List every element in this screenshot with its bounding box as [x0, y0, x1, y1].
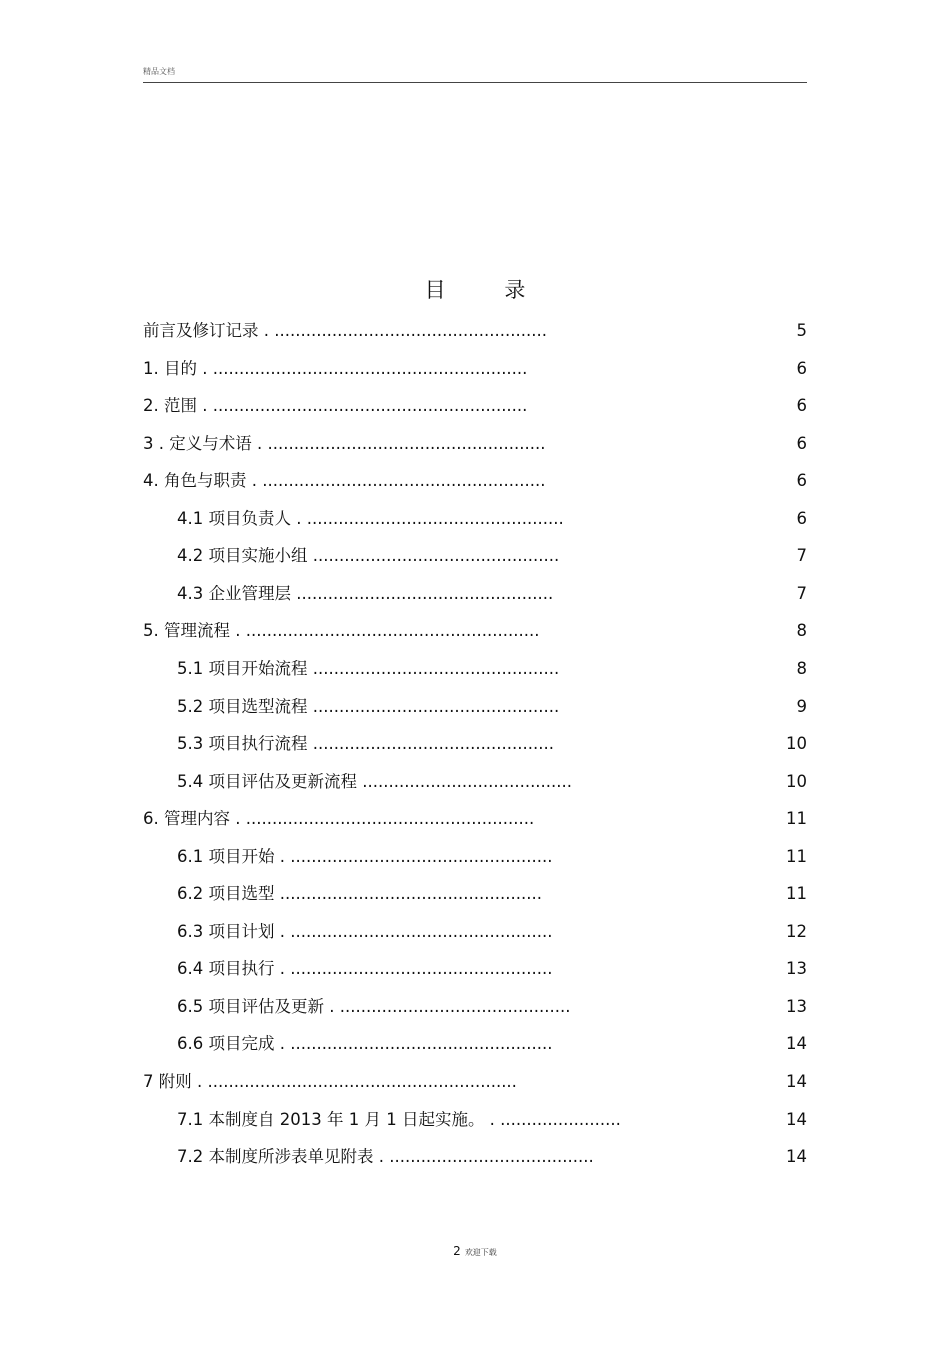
toc-entry-page: 11	[786, 846, 807, 866]
toc-entry[interactable]	[177, 845, 807, 869]
toc-entry-text: 4.3 企业管理层 .................................................	[177, 583, 554, 603]
toc-entry-page: 12	[786, 921, 807, 941]
header-rule	[143, 82, 807, 83]
toc-entry-page: 6	[796, 396, 807, 416]
toc-entry[interactable]	[177, 582, 807, 606]
toc-entry-text: 4. 角色与职责 . ......................................................	[143, 471, 546, 491]
toc-entry-text: 6.4 项目执行 . ..................................................	[177, 959, 553, 979]
toc-entry-text: 7.1 本制度自 2013 年 1 月 1 日起实施。 . .......................	[177, 1109, 621, 1129]
toc-entry-text: 6.5 项目评估及更新 . ............................................	[177, 996, 571, 1016]
toc-entry[interactable]	[177, 1145, 807, 1169]
toc-entry-text: 5.1 项目开始流程 ...............................................	[177, 658, 560, 678]
toc-entry[interactable]	[143, 319, 807, 343]
toc-entry-page: 6	[796, 508, 807, 528]
toc-entry-text: 5. 管理流程 . ........................................................	[143, 621, 540, 641]
toc-entry-text: 7.2 本制度所涉表单见附表 . .......................................	[177, 1147, 594, 1167]
toc-entry[interactable]	[177, 995, 807, 1019]
toc-entry-page: 7	[796, 583, 807, 603]
toc-entry-text: 5.4 项目评估及更新流程 ........................................	[177, 771, 573, 791]
toc-entry-text: 6.6 项目完成 . ..................................................	[177, 1034, 553, 1054]
toc-entry[interactable]	[143, 619, 807, 643]
toc-title: 目 录	[424, 278, 552, 302]
toc-entry-page: 13	[786, 959, 807, 979]
toc-entry[interactable]	[177, 507, 807, 531]
toc-entry-text: 3 . 定义与术语 . .....................................................	[143, 433, 546, 453]
footer-text: 欢迎下载	[464, 1248, 497, 1257]
toc-entry[interactable]	[143, 432, 807, 456]
toc-entry-page: 8	[796, 621, 807, 641]
toc-entry[interactable]	[143, 394, 807, 418]
toc-entry-text: 5.3 项目执行流程 ..............................................	[177, 734, 554, 754]
toc-entry-page: 8	[796, 658, 807, 678]
toc-entry-text: 7 附则 . ...........................................................	[143, 1072, 517, 1091]
toc-entry[interactable]	[177, 695, 807, 719]
toc-entry-page: 11	[786, 809, 807, 829]
toc-entry-page: 6	[796, 433, 807, 453]
toc-entry-page: 6	[796, 358, 807, 378]
toc-entry-text: 6. 管理内容 . .......................................................	[143, 809, 535, 829]
toc-entry[interactable]	[143, 357, 807, 381]
toc-entry-page: 9	[796, 696, 807, 716]
toc-entry-page: 7	[796, 546, 807, 566]
toc-entry[interactable]	[177, 1108, 807, 1132]
toc-entry-text: 前言及修订记录 . ....................................................	[143, 321, 547, 340]
toc-entry[interactable]	[177, 544, 807, 568]
toc-entry-page: 11	[786, 884, 807, 904]
toc-entry-text: 2. 范围 . ............................................................	[143, 396, 528, 416]
toc-entry-page: 5	[796, 321, 807, 340]
toc-entry[interactable]	[143, 1070, 807, 1094]
toc-entry[interactable]	[177, 957, 807, 981]
toc-entry-text: 4.2 项目实施小组 ...............................................	[177, 546, 560, 566]
toc-entry-text: 4.1 项目负责人 . .................................................	[177, 508, 564, 528]
toc-entry-page: 6	[796, 471, 807, 491]
toc-entry[interactable]	[143, 807, 807, 831]
toc-entry[interactable]	[177, 732, 807, 756]
toc-entry-page: 13	[786, 996, 807, 1016]
toc-entry-page: 14	[786, 1147, 807, 1167]
toc-entry[interactable]	[177, 920, 807, 944]
toc-entry[interactable]	[177, 770, 807, 794]
toc-entry-text: 6.2 项目选型 ..................................................	[177, 884, 542, 904]
toc-entry-page: 14	[786, 1109, 807, 1129]
page-footer	[0, 1244, 950, 1258]
toc-entry-text: 6.1 项目开始 . ..................................................	[177, 846, 553, 866]
page-header-text: 精品文档	[143, 67, 175, 76]
toc-entry[interactable]	[177, 657, 807, 681]
toc-entry[interactable]	[177, 882, 807, 906]
toc-entry-page: 10	[786, 734, 807, 754]
toc-entry-page: 14	[786, 1034, 807, 1054]
toc-entry-page: 10	[786, 771, 807, 791]
toc-entry-text: 5.2 项目选型流程 ...............................................	[177, 696, 560, 716]
footer-page-number: 2	[453, 1244, 461, 1258]
toc-entry[interactable]	[143, 469, 807, 493]
toc-entry[interactable]	[177, 1032, 807, 1056]
toc-entry-page: 14	[786, 1072, 807, 1091]
toc-entry-text: 1. 目的 . ............................................................	[143, 358, 528, 378]
toc-entry-text: 6.3 项目计划 . ..................................................	[177, 921, 553, 941]
